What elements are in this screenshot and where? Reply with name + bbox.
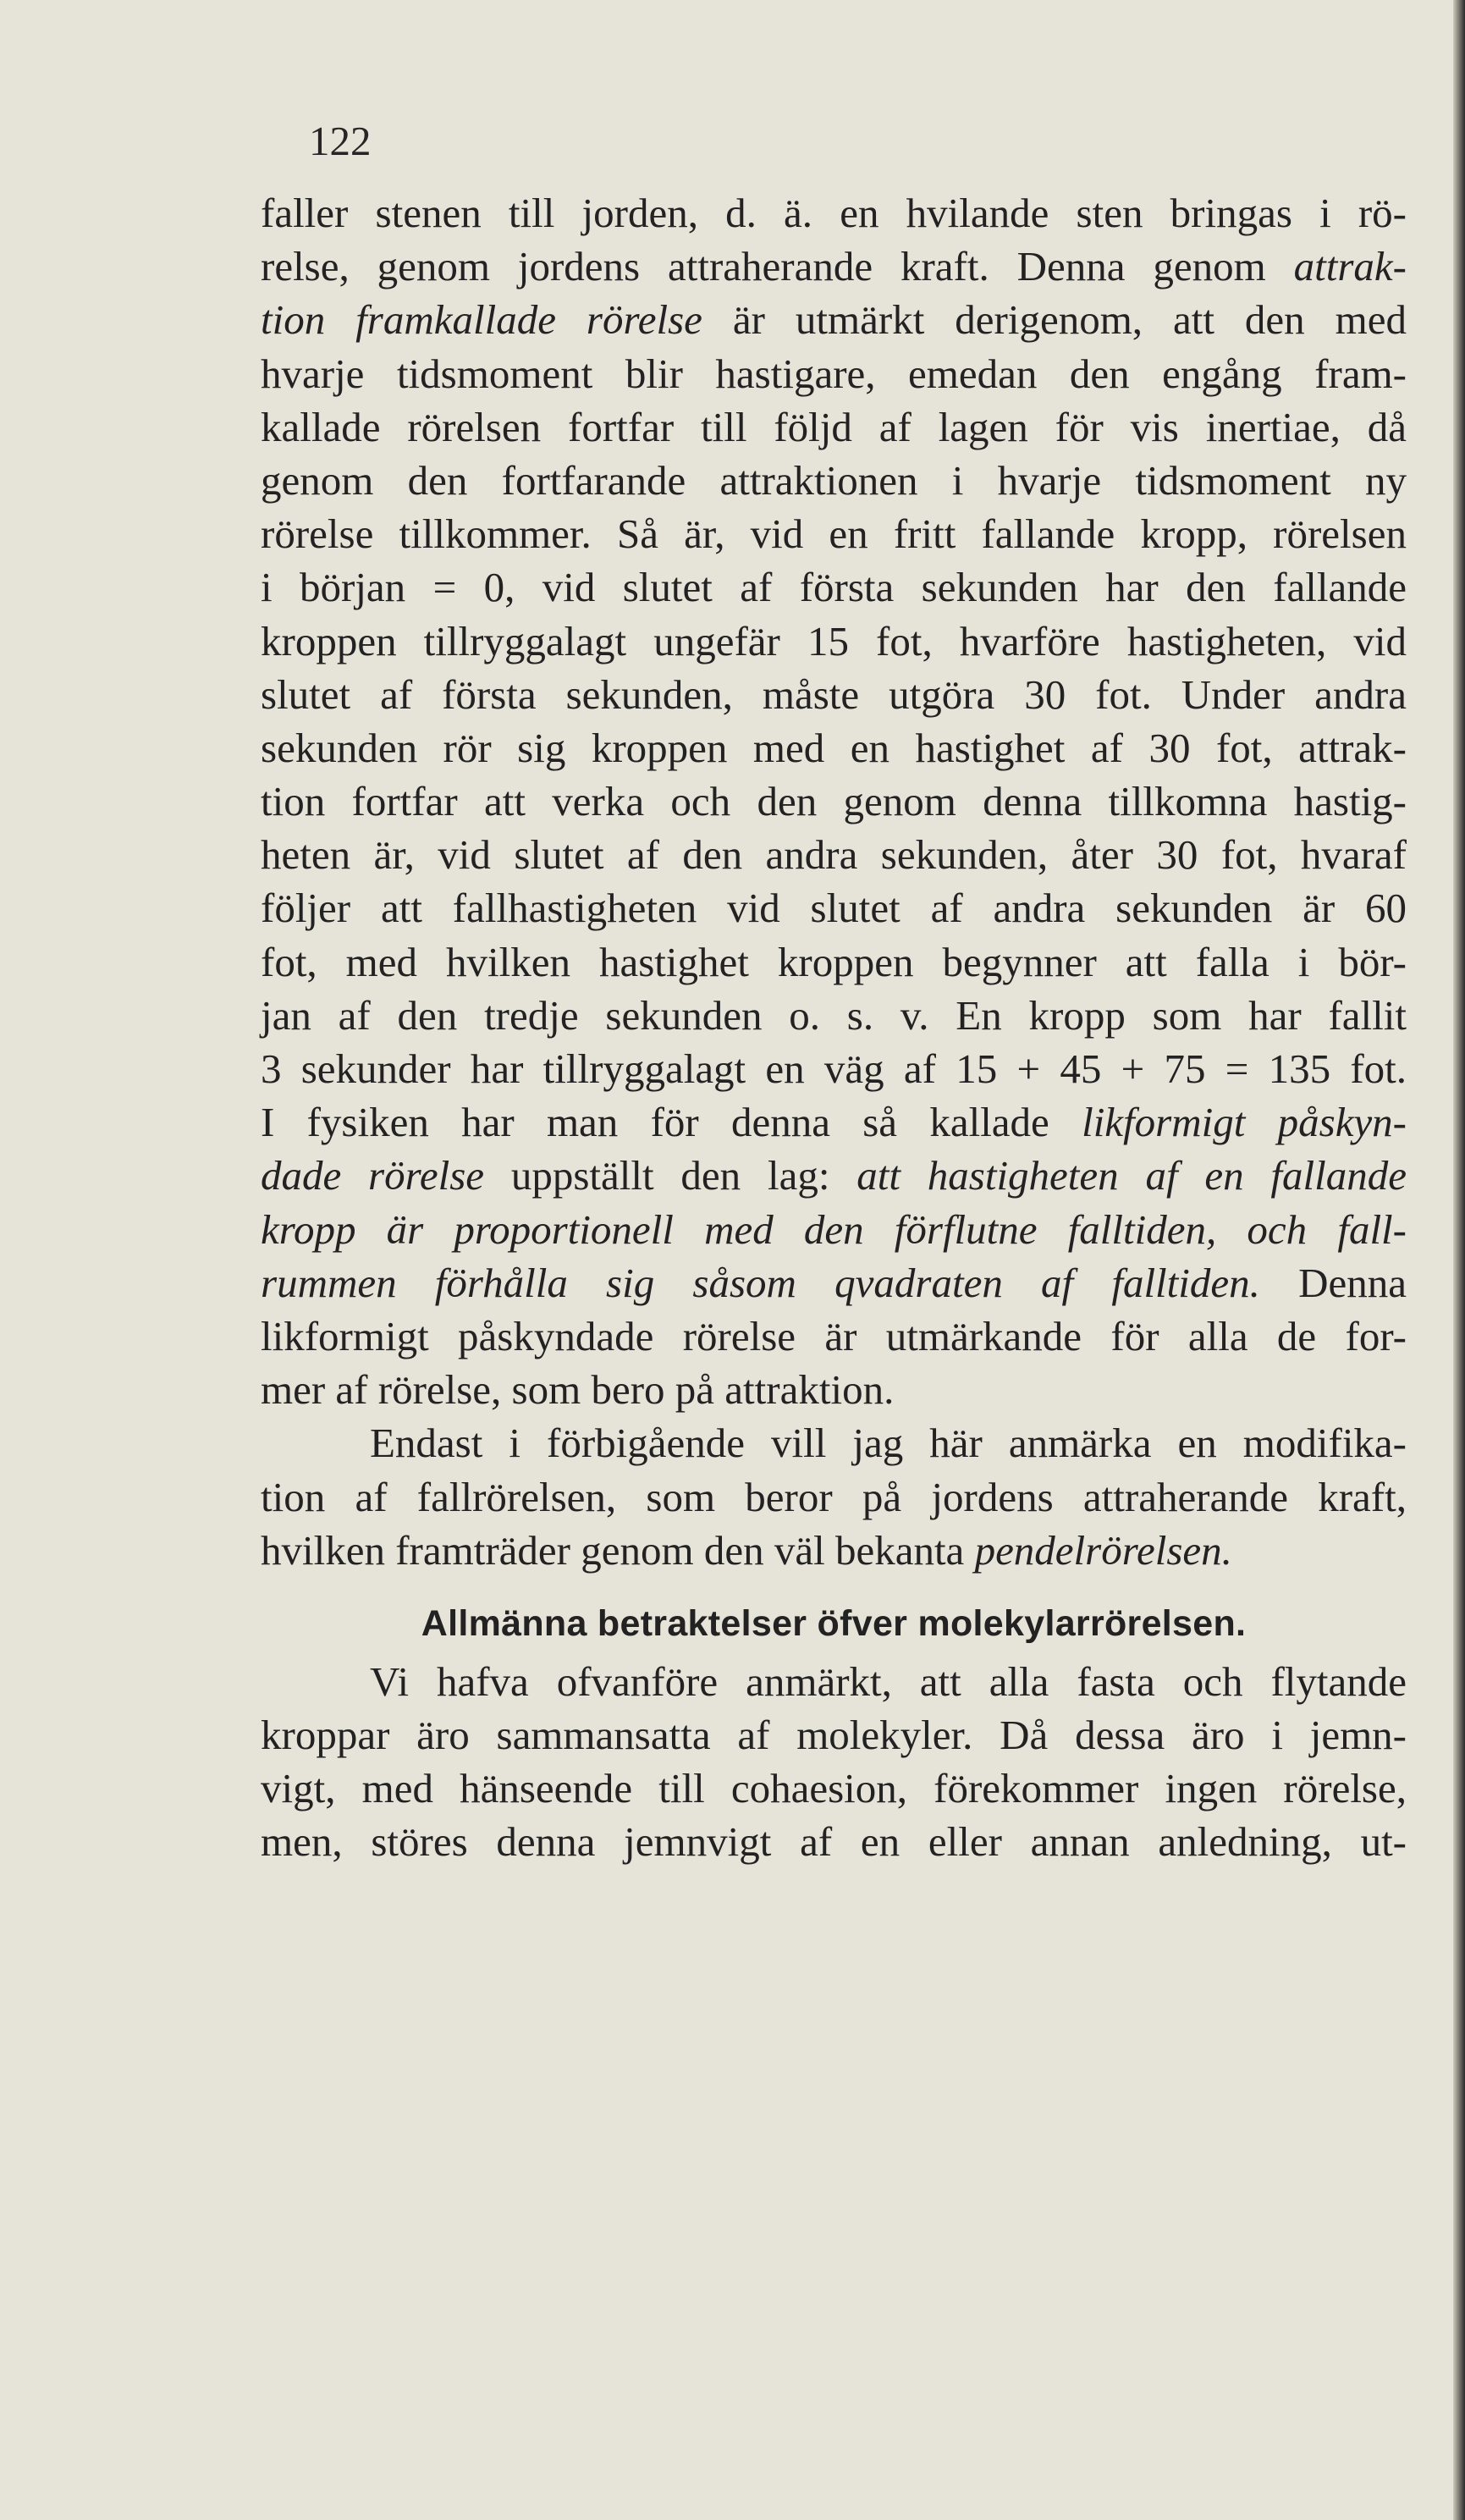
page-edge-shadow — [1453, 0, 1465, 2520]
section-heading: Allmänna betraktelser öfver molekylarrörelsen. — [421, 1602, 1247, 1644]
text-line: I fysiken har man för denna så kallade likformigt påskyn- — [261, 1099, 1407, 1146]
text-line: Endast i förbigående vill jag här anmärka en modifika- — [370, 1420, 1407, 1467]
text-line: Vi hafva ofvanföre anmärkt, att alla fasta och flytande — [370, 1657, 1407, 1705]
text-line: kallade rörelsen fortfar till följd af lagen för vis inertiae, då — [261, 403, 1407, 450]
text-line: tion framkallade rörelse är utmärkt derigenom, att den med — [261, 296, 1407, 344]
text-line: tion fortfar att verka och den genom denna tillkomna hastig- — [261, 778, 1407, 825]
spacer — [261, 1577, 1407, 1596]
text-line: följer att fallhastigheten vid slutet af andra sekunden är 60 — [261, 885, 1407, 932]
text-line: men, störes denna jemnvigt af en eller annan anledning, ut- — [261, 1818, 1407, 1866]
text-line: genom den fortfarande attraktionen i hvarje tidsmoment ny — [261, 456, 1407, 504]
text-line: relse, genom jordens attraherande kraft. Denna genom attrak- — [261, 243, 1407, 290]
text-line: tion af fallrörelsen, som beror på jordens attraherande kraft, — [261, 1473, 1407, 1520]
text-line: heten är, vid slutet af den andra sekunden, åter 30 fot, hvaraf — [261, 831, 1407, 879]
text-line: kroppar äro sammansatta af molekyler. Då dessa äro i jemn- — [261, 1712, 1407, 1759]
text-line: rörelse tillkommer. Så är, vid en fritt fallande kropp, rörelsen — [261, 510, 1407, 558]
text-line: hvarje tidsmoment blir hastigare, emedan den engång fram- — [261, 350, 1407, 397]
text-line: slutet af första sekunden, måste utgöra 30 fot. Under andra — [261, 670, 1407, 718]
text-line: fot, med hvilken hastighet kroppen begynner att falla i bör- — [261, 938, 1407, 985]
paragraph-2 — [261, 1416, 1407, 1577]
text-line: 3 sekunder har tillryggalagt en väg af 15 + 45 + 75 = 135 fot. — [261, 1045, 1407, 1092]
text-line: likformigt påskyndade rörelse är utmärkande för alla de for- — [261, 1312, 1407, 1359]
page-number: 122 — [309, 118, 372, 164]
text-line: mer af rörelse, som bero på attraktion. — [261, 1366, 895, 1414]
text-line: i början = 0, vid slutet af första sekunden har den fallande — [261, 564, 1407, 611]
text-line: faller stenen till jorden, d. ä. en hvilande sten bringas i rö- — [261, 190, 1407, 236]
text-line: vigt, med hänseende till cohaesion, förekommer ingen rörelse, — [261, 1765, 1407, 1812]
text-line: kroppen tillryggalagt ungefär 15 fot, hvarföre hastigheten, vid — [261, 617, 1407, 664]
text-line: hvilken framträder genom den väl bekanta pendelrörelsen. — [261, 1526, 1232, 1574]
body-text — [261, 186, 1407, 1869]
text-line: kropp är proportionell med den förflutne falltiden, och fall- — [261, 1205, 1407, 1253]
text-line: jan af den tredje sekunden o. s. v. En kropp som har fallit — [261, 991, 1407, 1039]
paragraph-3 — [261, 1655, 1407, 1869]
text-line: rummen förhålla sig såsom qvadraten af falltiden. Denna — [261, 1259, 1407, 1306]
paragraph-1 — [261, 186, 1407, 1416]
text-line: sekunden rör sig kroppen med en hastighet af 30 fot, attrak- — [261, 724, 1407, 771]
text-line: dade rörelse uppställt den lag: att hastigheten af en fallande — [261, 1152, 1407, 1199]
